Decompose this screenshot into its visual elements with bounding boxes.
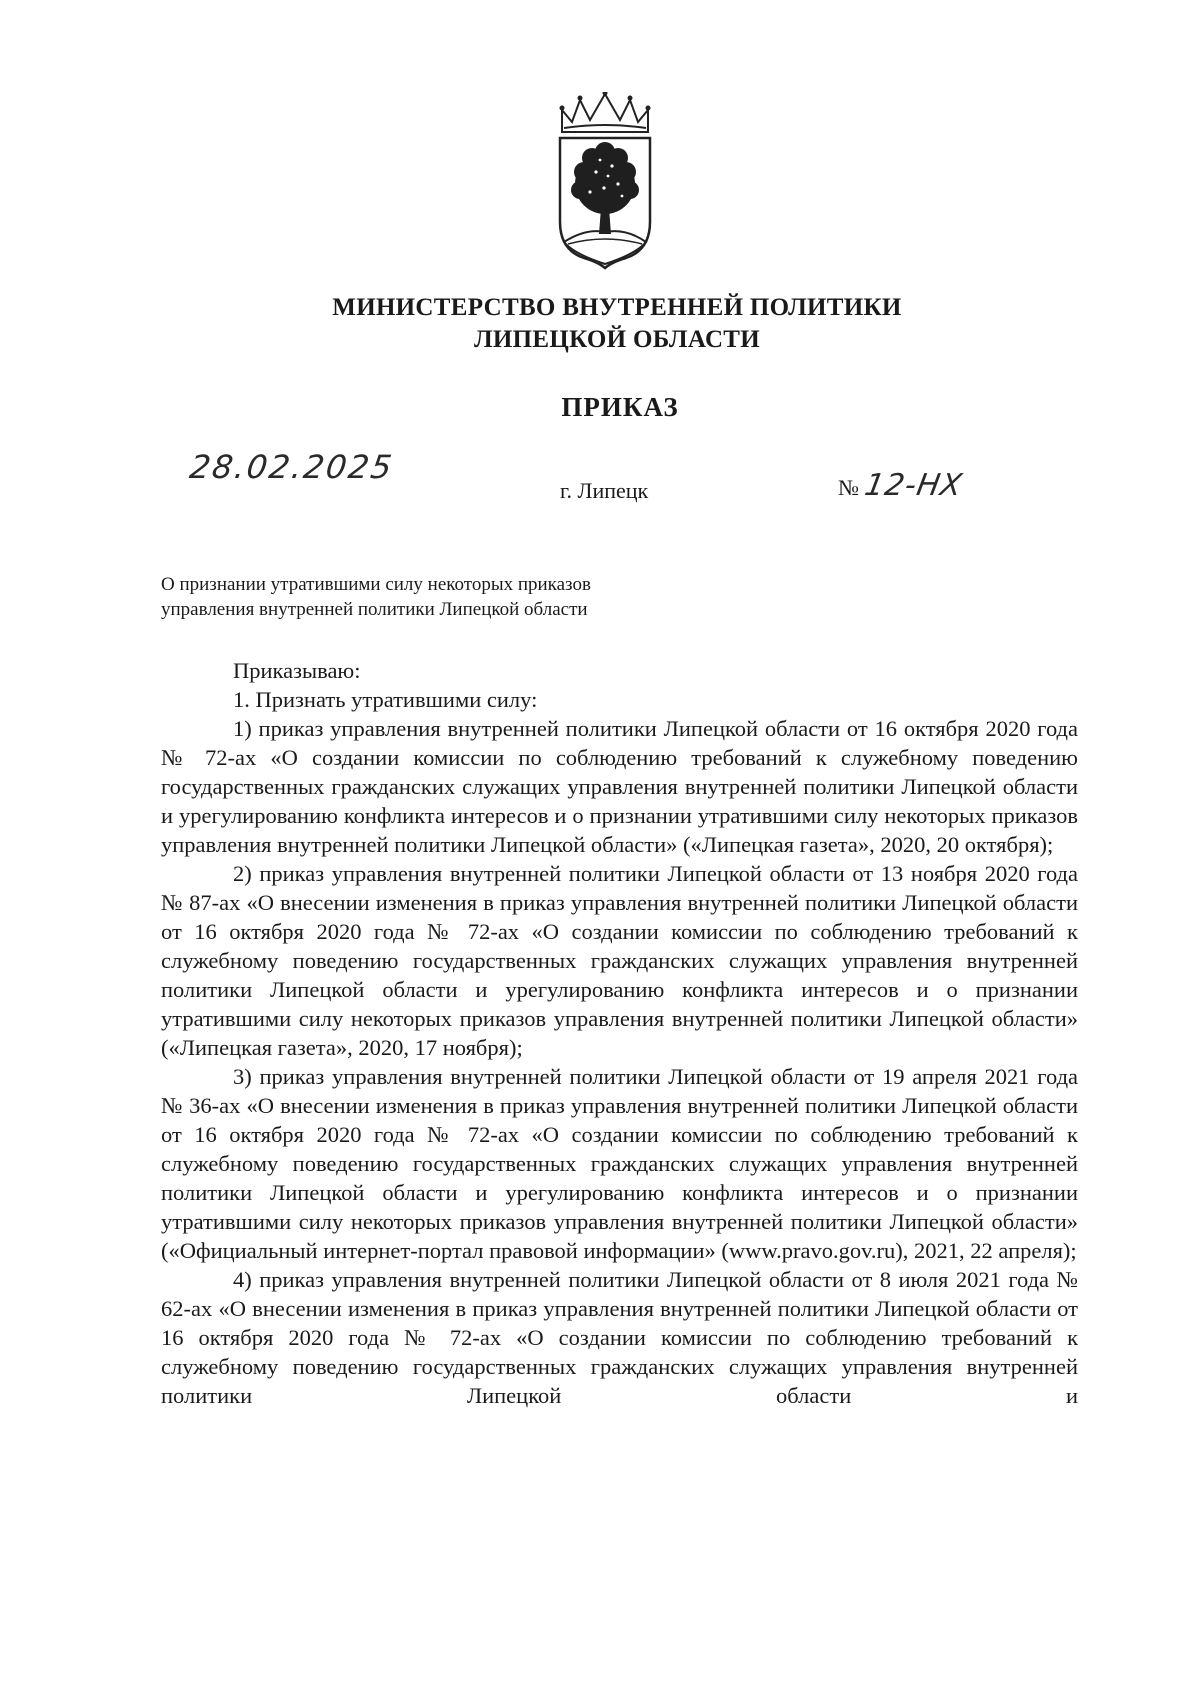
ministry-title [0,292,1200,356]
document-type-label: ПРИКАЗ [561,392,679,422]
handwritten-number: 12-НХ [861,468,966,503]
ministry-title-line1: МИНИСТЕРСТВО ВНУТРЕННЕЙ ПОЛИТИКИ [332,294,902,321]
subject-line2: управления внутренней политики Липецкой области [161,599,588,620]
order-item-4: 4) приказ управления внутренней политики Липецкой области от 8 июля 2021 года № 62-ах «О внесении изменения в приказ управления внутренней политики Липецкой области от 16 октября 2020 года № 72-ах «О создании комиссии по соблюдению требований к служебному поведению государственных гражданских служащих управления внутренней политики Липецкой области и [161,1267,1078,1408]
number-sign: № [838,475,859,500]
order-item-3: 3) приказ управления внутренней политики Липецкой области от 19 апреля 2021 года № 36-ах «О внесении изменения в приказ управления внутренней политики Липецкой области от 16 октября 2020 года № 72-ах «О создании комиссии по соблюдению требований к служебному поведению государственных гражданских служащих управления внутренней политики Липецкой области и урегулированию конфликта интересов и о признании утратившими силу некоторых приказов управления внутренней политики Липецкой области» («Официальный интернет-портал правовой информации» (www.pravo.gov.ru), 2021, 22 апреля); [161,1064,1078,1263]
ministry-title-line2: ЛИПЕЦКОЙ ОБЛАСТИ [473,326,761,353]
document-type-heading [0,392,1200,423]
city-label: г. Липецк [560,478,649,503]
order-body [161,656,1078,1410]
subject-line1: О признании утратившими силу некоторых приказов [161,574,591,595]
order-number [838,468,966,503]
handwritten-date: 28.02.2025 [187,448,396,486]
order-subject [161,572,801,622]
order-item-1: 1) приказ управления внутренней политики Липецкой области от 16 октября 2020 года № 72-ах «О создании комиссии по соблюдению требований к служебному поведению государственных гражданских служащих управления внутренней политики Липецкой области и урегулированию конфликта интересов и о признании утратившими силу некоторых приказов управления внутренней политики Липецкой области» («Липецкая газета», 2020, 20 октября); [161,716,1078,857]
order-point-1: 1. Признать утратившими силу: [233,687,538,712]
coat-of-arms-emblem [556,92,654,270]
order-intro: Приказываю: [233,658,361,683]
order-item-2: 2) приказ управления внутренней политики Липецкой области от 13 ноября 2020 года № 87-ах «О внесении изменения в приказ управления внутренней политики Липецкой области от 16 октября 2020 года № 72-ах «О создании комиссии по соблюдению требований к служебному поведению государственных гражданских служащих управления внутренней политики Липецкой области и урегулированию конфликта интересов и о признании утратившими силу некоторых приказов управления внутренней политики Липецкой области» («Липецкая газета», 2020, 17 ноября); [161,861,1078,1060]
